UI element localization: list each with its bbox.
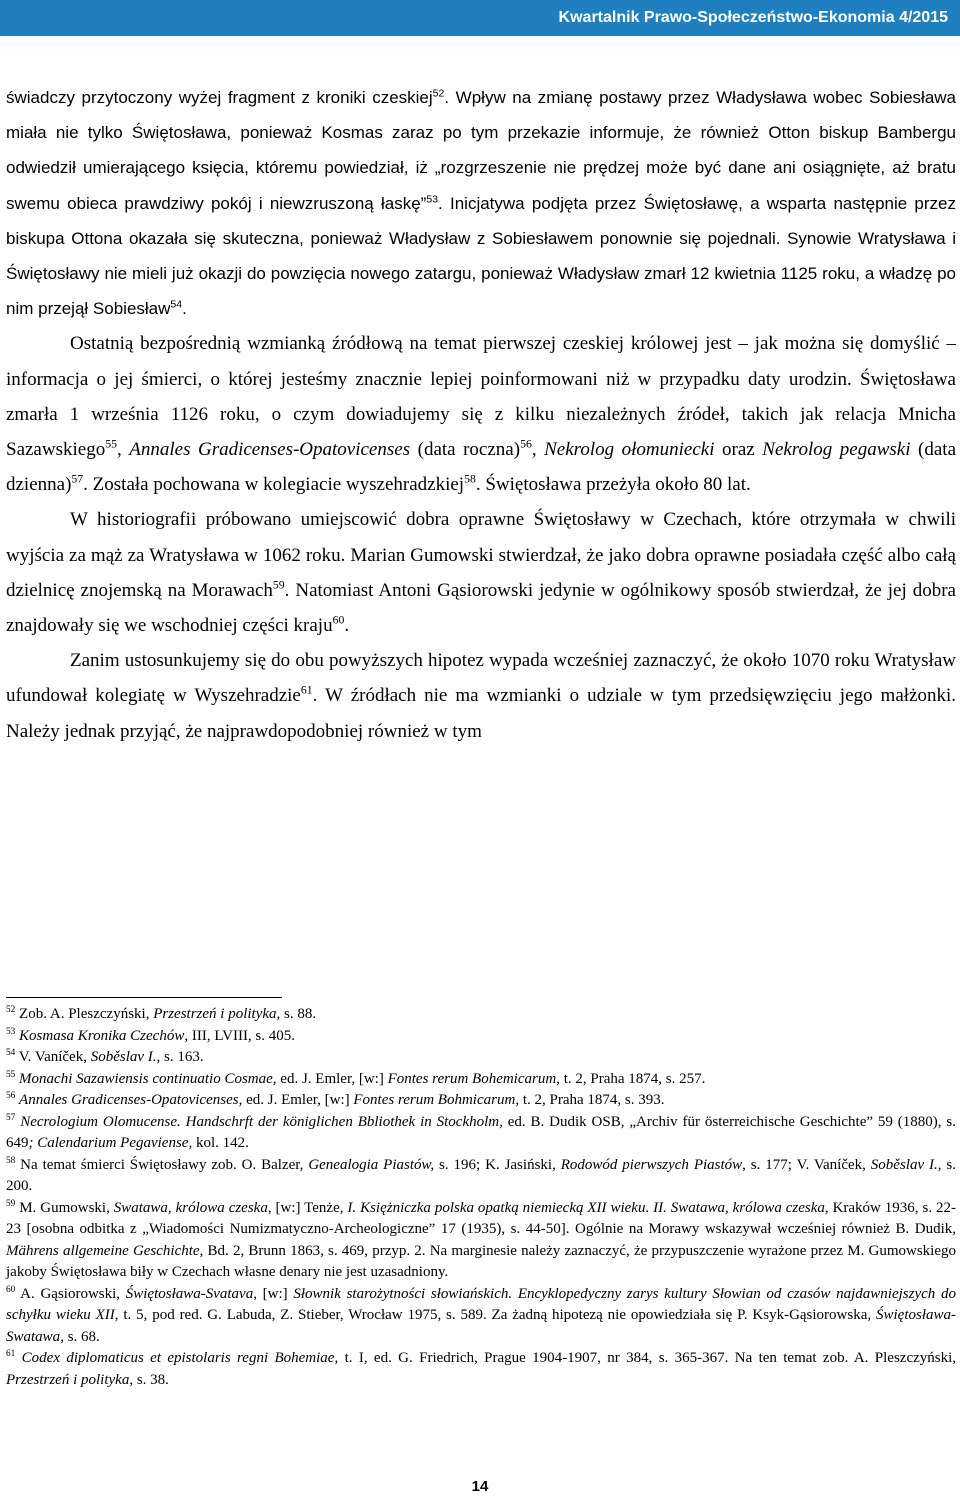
paragraph: [6, 326, 956, 502]
footnote: [6, 1004, 956, 1026]
text-run: Na temat śmierci Świętosławy zob. O. Balzer,: [15, 1156, 309, 1173]
paragraph: [6, 643, 956, 749]
footnote: [6, 1348, 956, 1391]
italic-text: Monachi Sazawiensis continuatio Cosmae: [19, 1070, 273, 1087]
italic-text: Rodowód pierwszych Piastów: [560, 1156, 743, 1173]
text-run: V. Vaníček,: [15, 1049, 91, 1065]
italic-text: Codex diplomaticus et epistolaris regni Bohemiae: [21, 1350, 335, 1366]
footnote-ref: 55: [6, 1069, 16, 1080]
footnote-ref: 61: [300, 684, 313, 698]
text-run: . Inicjatywa podjęta przez Świętosławę, a wsparta następnie przez biskupa Ottona okazała się skuteczna, ponieważ Władysław z Sobiesławem ponownie się pojednali. Synowie Wratysława i Świętosławy nie mieli już okazji do powzięcia nowego zatargu, ponieważ Władysław zmarł 12 kwietnia 1125 roku, a władzę po nim przejął Sobiesław: [6, 193, 957, 319]
text-run: , Kraków 1936, s. 22-23 [osobna odbitka z „Wiadomości Numizmatyczno-Archeologiczne” 17 (1935), s. 44-50]. Ogólnie na Morawy wskazywał wcześniej również B. Dudik,: [6, 1199, 956, 1237]
text-run: ,: [116, 439, 130, 461]
text-run: , Bd. 2, Brunn 1863, s. 469, przyp. 2. Na marginesie należy zaznaczyć, że przypuszczenie wyrażone przez M. Gumowskiego jakoby Świętosława biły w Czechach własne denary nie jest uzasadniony.: [6, 1242, 957, 1280]
footnote-ref: 55: [105, 437, 117, 451]
text-run: , [w:] Tenże,: [267, 1199, 348, 1216]
paragraph: [6, 502, 956, 643]
text-run: , s. 177; V. Vaníček,: [742, 1156, 871, 1173]
footnote: [6, 1112, 956, 1155]
footnote-ref: 61: [6, 1349, 16, 1359]
text-run: ed. B. Dudik OSB, „Archiv für österreichische Geschichte” 59 (1880), s. 649: [6, 1113, 956, 1151]
italic-text: Fontes rerum Bohmicarum: [353, 1092, 516, 1108]
text-run: , [w:]: [253, 1285, 294, 1302]
text-run: . Świętosława przeżyła około 80 lat.: [475, 474, 751, 496]
text-run: ,: [531, 439, 545, 461]
text-run: .: [344, 615, 350, 637]
footnotes: [6, 1004, 956, 1391]
footnote-ref: 53: [6, 1026, 16, 1037]
italic-text: Świętosława-Svatava: [125, 1285, 254, 1302]
text-run: W historiografii próbowano umiejscowić dobra oprawne Świętosławy w Czechach, które otrzymała w chwili wyjścia za mąż za Wratysława w 1062 roku. Marian Gumowski stwierdzał, że jako dobra oprawne posiadała część albo całą dzielnicę znojemską na Morawach: [6, 509, 956, 601]
text-run: , III, LVIII, s. 405.: [184, 1027, 296, 1044]
text-run: s. 196; K. Jasiński,: [434, 1156, 561, 1173]
italic-text: Necrologium Olomucense. Handschrft der königlichen Bbliothek in Stockholm,: [20, 1113, 503, 1130]
italic-text: Przestrzeń i polityka: [6, 1371, 130, 1388]
footnote-ref: 58: [6, 1155, 16, 1166]
text-run: .: [182, 299, 187, 319]
footnote-ref: 53: [426, 192, 439, 205]
italic-text: Przestrzeń i polityka: [153, 1006, 277, 1022]
text-run: świadczy przytoczony wyżej fragment z kroniki czeskiej: [6, 88, 433, 107]
footnote-ref: 60: [332, 613, 345, 627]
text-run: , t. 5, pod red. G. Labuda, Z. Stieber, Wrocław 1975, s. 589. Za żadną hipotezą nie opowiedziała się P. Ksyk-Gąsiorowska,: [114, 1307, 876, 1323]
footnote-ref: 59: [6, 1198, 16, 1209]
italic-text: Słownik starożytności słowiańskich. Encyklopedyczny zarys kultury Słowian od czasów najdawniejszych do schyłku wieku XII: [6, 1285, 956, 1323]
italic-text: Soběslav I.: [870, 1156, 938, 1173]
text-run: Zob. A. Pleszczyński,: [15, 1006, 154, 1022]
journal-title: Kwartalnik Prawo-Społeczeństwo-Ekonomia 4/2015: [558, 9, 948, 26]
italic-text: Annales Gradicenses-Opatovicenses: [19, 1092, 239, 1108]
footnote: [6, 1284, 956, 1349]
footnote-ref: 54: [6, 1048, 16, 1058]
text-run: . Natomiast Antoni Gąsiorowski jedynie w ogólnikowy sposób stwierdzał, że jej dobra znajdowały się we wschodniej części kraju: [6, 579, 956, 637]
text-run: oraz: [714, 439, 763, 461]
italic-text: Swatawa, królowa czeska: [113, 1199, 268, 1216]
text-run: . Została pochowana w kolegiacie wyszehradzkiej: [83, 474, 465, 496]
footnote-ref: 56: [520, 437, 532, 451]
text-run: , kol. 142.: [188, 1135, 249, 1151]
text-run: , s. 38.: [129, 1371, 169, 1388]
text-run: . W źródłach nie ma wzmianki o udziale w tym przedsięwzięciu jego małżonki. Należy jednak przyjąć, że najprawdopodobniej również w tym: [6, 685, 957, 742]
main-text: [6, 80, 956, 749]
text-run: (data roczna): [410, 439, 521, 461]
footnote-ref: 58: [464, 472, 476, 486]
text-run: , t. 2, Praha 1874, s. 257.: [556, 1070, 706, 1087]
italic-text: Nekrolog pegawski: [762, 439, 911, 461]
text-run: M. Gumowski,: [15, 1199, 114, 1216]
footnote-ref: 56: [6, 1091, 16, 1101]
footnote-ref: 57: [71, 472, 84, 486]
text-run: , ed. J. Emler, [w:]: [238, 1092, 354, 1108]
italic-text: Kosmasa Kronika Czechów: [19, 1027, 185, 1044]
footnote-ref: 59: [272, 578, 285, 592]
text-run: (data dzienna): [6, 439, 957, 496]
footnote-ref: 52: [6, 1005, 16, 1015]
italic-text: Fontes rerum Bohemicarum: [387, 1070, 557, 1087]
footnote: [6, 1198, 956, 1284]
footnote-separator: [6, 997, 282, 998]
footnote: [6, 1090, 956, 1112]
text-run: , s. 68.: [60, 1328, 100, 1345]
text-run: , s. 88.: [276, 1006, 317, 1022]
text-run: A. Gąsiorowski,: [15, 1285, 126, 1302]
text-run: Ostatnią bezpośrednią wzmianką źródłową na temat pierwszej czeskiej królowej jest – jak można się domyślić – informacja o jej śmierci, o której jesteśmy znacznie lepiej poinformowani niż w przypadku daty urodzin. Świętosława zmarła 1 września 1126 roku, o czym dowiadujemy się z kilku niezależnych źródeł, takich jak relacja Mnicha Sazawskiego: [6, 333, 956, 461]
page-number: 14: [471, 1478, 489, 1495]
text-run: , t. 2, Praha 1874, s. 393.: [515, 1092, 665, 1108]
italic-text: Genealogia Piastów,: [308, 1156, 435, 1173]
footnote-ref: 57: [6, 1112, 16, 1123]
italic-text: Soběslav I.: [90, 1049, 157, 1065]
italic-text: Annales Gradicenses-Opatovicenses: [129, 439, 411, 461]
italic-text: ; Calendarium Pegaviense: [28, 1135, 189, 1151]
footnote: [6, 1069, 956, 1091]
footnote: [6, 1155, 956, 1198]
text-run: . Wpływ na zmianę postawy przez Władysława wobec Sobiesława miała nie tylko Świętosława, ponieważ Kosmas zaraz po tym przekazie informuje, że również Otton biskup Bambergu odwiedził umierającego księcia, któremu powiedział, iż „rozgrzeszenie nie prędzej może być dane ani osiągnięte, aż bratu swemu obieca prawdziwy pokój i niewzruszoną łaskę”: [6, 88, 957, 213]
text-run: Zanim ustosunkujemy się do obu powyższych hipotez wypada wcześniej zaznaczyć, że około 1070 roku Wratysław ufundował kolegiatę w Wyszehradzie: [6, 650, 956, 707]
paragraph: [6, 80, 956, 326]
footnote-ref: 60: [6, 1284, 16, 1295]
text-run: , t. I, ed. G. Friedrich, Prague 1904-1907, nr 384, s. 365-367. Na ten temat zob. A. Pleszczyński,: [334, 1350, 957, 1366]
footnote-ref: 52: [432, 87, 445, 100]
footnote: [6, 1047, 956, 1069]
text-run: , s. 200.: [6, 1156, 956, 1194]
italic-text: Świętosława-Swatawa: [6, 1307, 956, 1345]
journal-header: [0, 0, 960, 36]
footnote-ref: 54: [170, 298, 183, 311]
italic-text: Mährens allgemeine Geschichte: [6, 1242, 200, 1259]
footnote: [6, 1026, 956, 1048]
text-run: , ed. J. Emler, [w:]: [272, 1070, 388, 1087]
italic-text: Nekrolog ołomuniecki: [544, 439, 715, 461]
text-run: , s. 163.: [156, 1049, 204, 1065]
italic-text: I. Księżniczka polska opatką niemiecką XII wieku. II. Swatawa, królowa czeska: [347, 1199, 825, 1216]
